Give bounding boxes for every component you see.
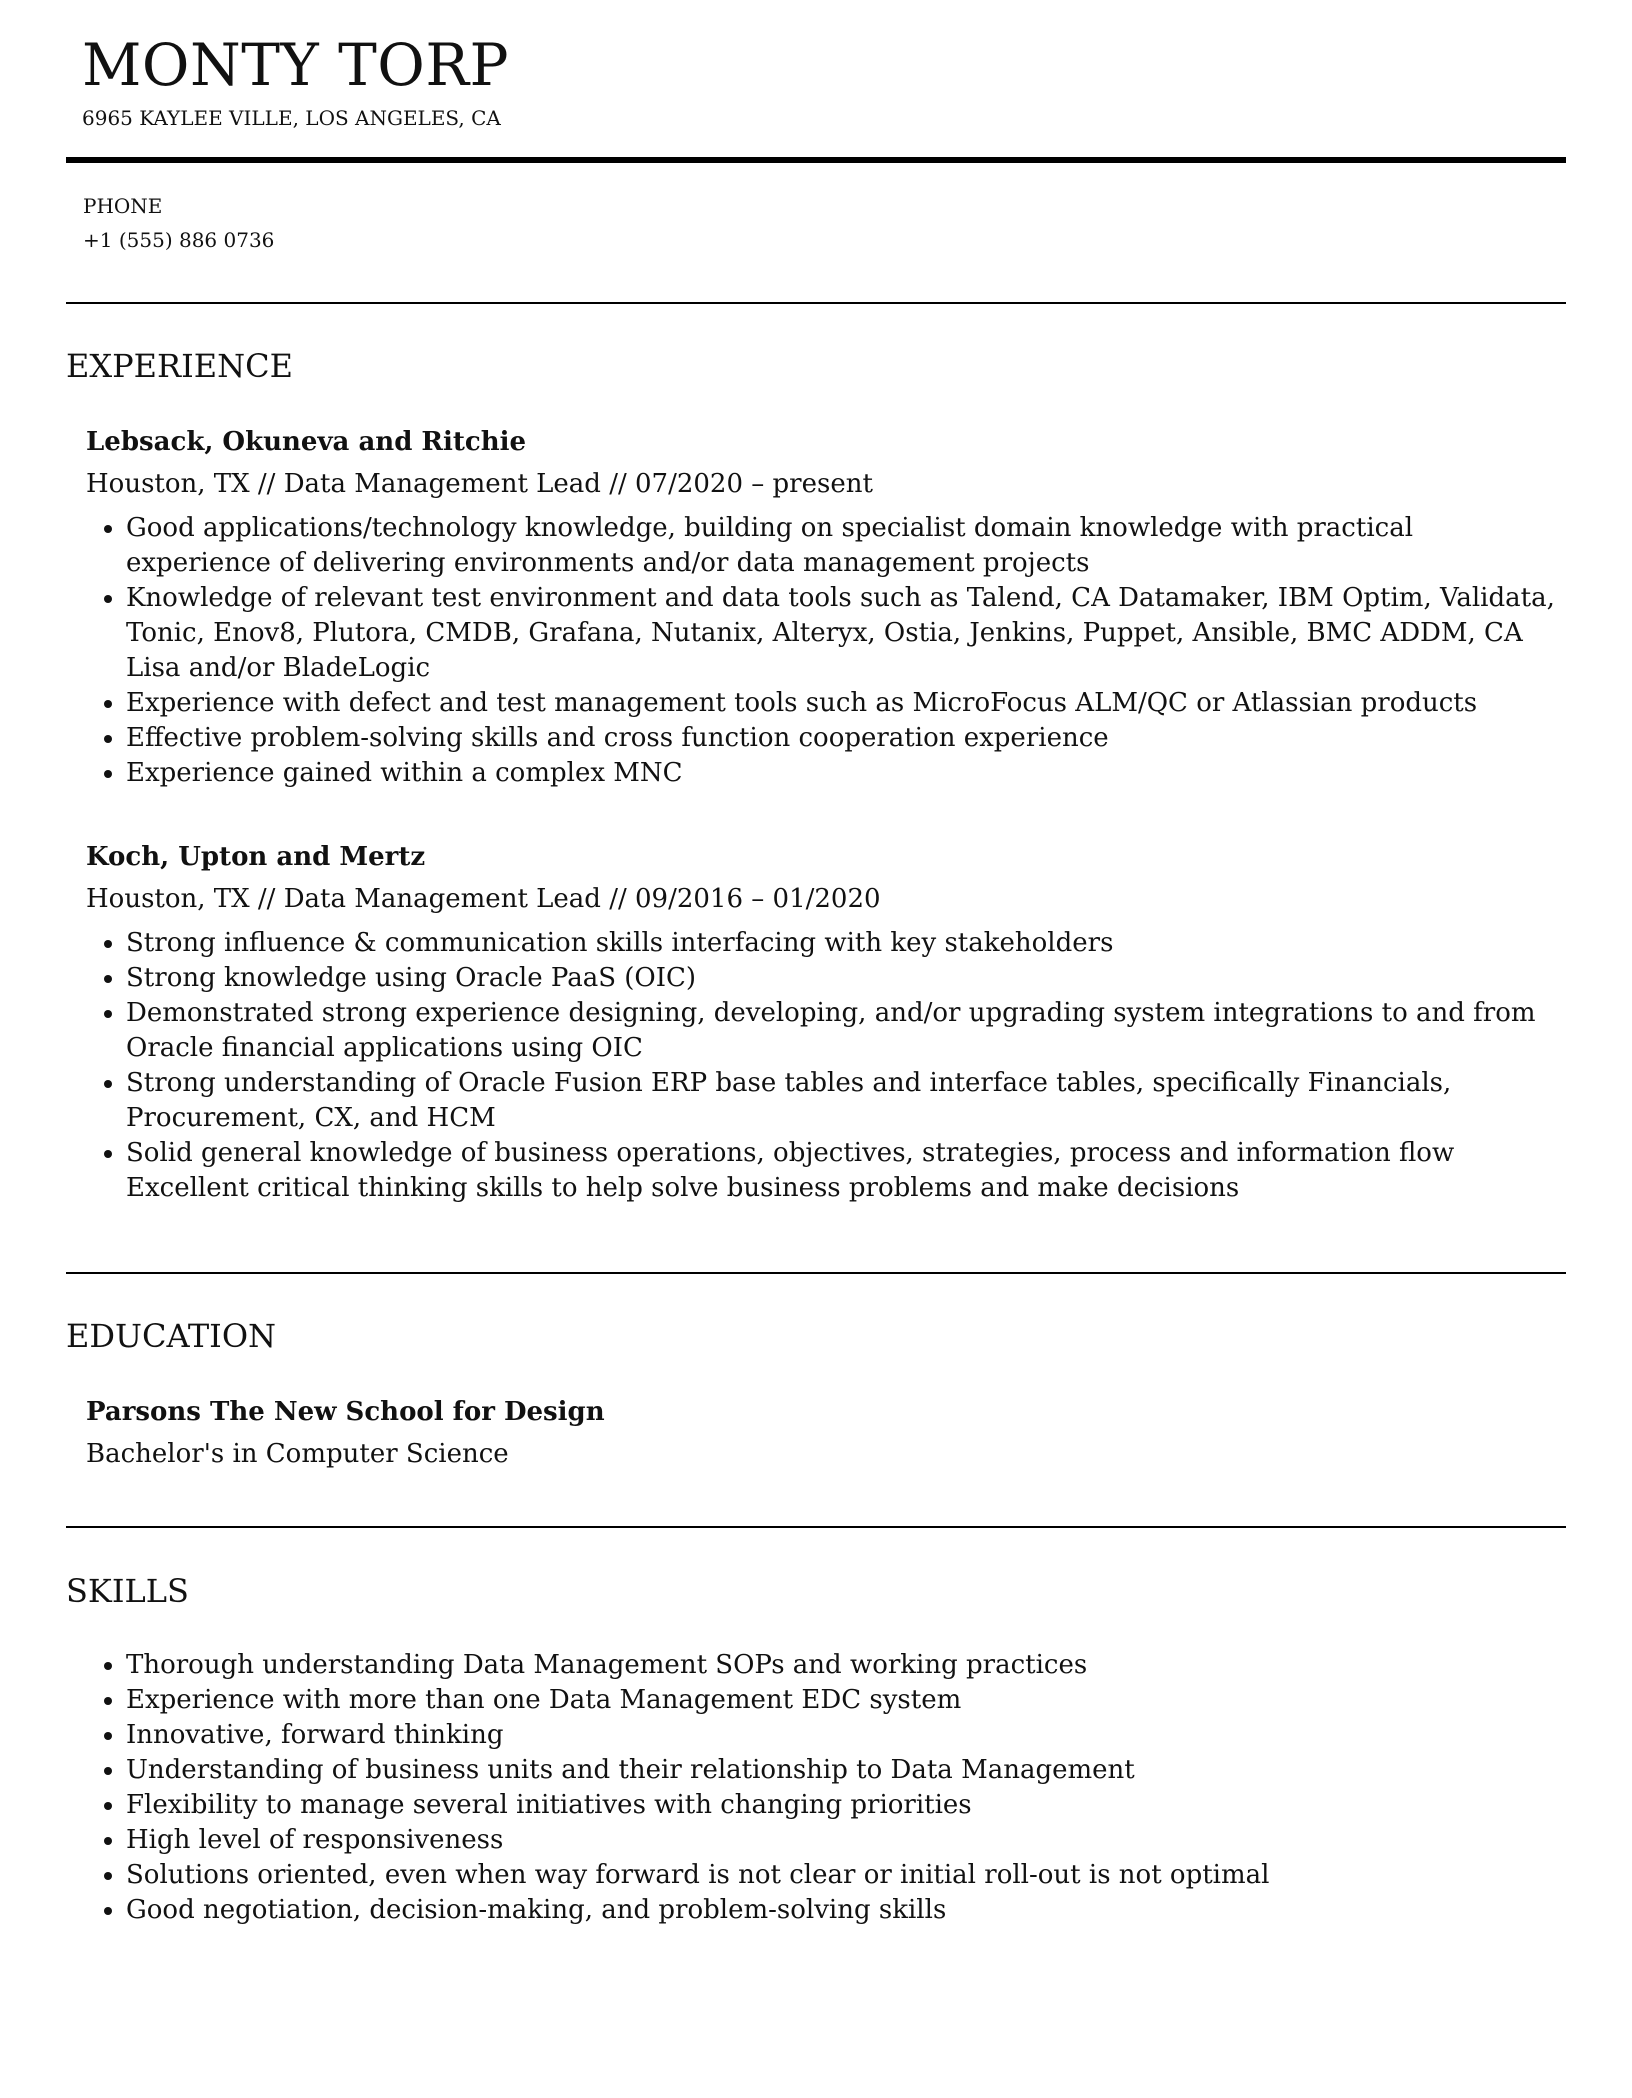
list-item: High level of responsiveness bbox=[126, 1823, 1566, 1858]
list-item: Good negotiation, decision-making, and problem-solving skills bbox=[126, 1893, 1566, 1928]
list-item: Knowledge of relevant test environment and data tools such as Talend, CA Datamaker, IBM Optim, Validata, Tonic, Enov8, Plutora, CMDB, Grafana, Nutanix, Alteryx, Ostia, Jenkins, Puppet, Ansible, BMC ADDM, CA Lisa and/or BladeLogic bbox=[126, 581, 1566, 686]
job-meta: Houston, TX // Data Management Lead // 09/2016 – 01/2020 bbox=[86, 884, 881, 914]
list-item: Experience gained within a complex MNC bbox=[126, 756, 1566, 791]
list-item: Strong knowledge using Oracle PaaS (OIC) bbox=[126, 961, 1566, 996]
phone-value: +1 (555) 886 0736 bbox=[83, 228, 275, 252]
degree-name: Bachelor's in Computer Science bbox=[86, 1439, 509, 1469]
skills-heading: SKILLS bbox=[66, 1572, 189, 1610]
job-bullets bbox=[126, 926, 1566, 1206]
candidate-name: MONTY TORP bbox=[82, 31, 510, 99]
job-meta: Houston, TX // Data Management Lead // 07/2020 – present bbox=[86, 469, 873, 499]
job-company: Lebsack, Okuneva and Ritchie bbox=[86, 427, 527, 457]
list-item: Demonstrated strong experience designing, developing, and/or upgrading system integrations to and from Oracle financial applications using OIC bbox=[126, 996, 1566, 1066]
job-bullets bbox=[126, 511, 1566, 791]
contact-divider bbox=[66, 302, 1566, 304]
school-name: Parsons The New School for Design bbox=[86, 1397, 605, 1427]
list-item: Solid general knowledge of business operations, objectives, strategies, process and information flow Excellent critical thinking skills to help solve business problems and make decisions bbox=[126, 1136, 1566, 1206]
list-item: Thorough understanding Data Management SOPs and working practices bbox=[126, 1648, 1566, 1683]
list-item: Experience with more than one Data Management EDC system bbox=[126, 1683, 1566, 1718]
experience-divider bbox=[66, 1272, 1566, 1274]
list-item: Strong influence & communication skills interfacing with key stakeholders bbox=[126, 926, 1566, 961]
education-heading: EDUCATION bbox=[66, 1317, 277, 1355]
skills-list bbox=[126, 1648, 1566, 1928]
education-divider bbox=[66, 1526, 1566, 1528]
list-item: Flexibility to manage several initiatives with changing priorities bbox=[126, 1788, 1566, 1823]
job-company: Koch, Upton and Mertz bbox=[86, 842, 426, 872]
list-item: Effective problem-solving skills and cross function cooperation experience bbox=[126, 721, 1566, 756]
list-item: Good applications/technology knowledge, building on specialist domain knowledge with practical experience of delivering environments and/or data management projects bbox=[126, 511, 1566, 581]
list-item: Strong understanding of Oracle Fusion ERP base tables and interface tables, specifically Financials, Procurement, CX, and HCM bbox=[126, 1066, 1566, 1136]
list-item: Innovative, forward thinking bbox=[126, 1718, 1566, 1753]
phone-label: PHONE bbox=[83, 194, 163, 218]
experience-heading: EXPERIENCE bbox=[66, 347, 293, 385]
list-item: Solutions oriented, even when way forward is not clear or initial roll-out is not optimal bbox=[126, 1858, 1566, 1893]
header-divider bbox=[66, 157, 1566, 163]
list-item: Experience with defect and test management tools such as MicroFocus ALM/QC or Atlassian products bbox=[126, 686, 1566, 721]
candidate-address: 6965 KAYLEE VILLE, LOS ANGELES, CA bbox=[82, 106, 501, 130]
list-item: Understanding of business units and their relationship to Data Management bbox=[126, 1753, 1566, 1788]
